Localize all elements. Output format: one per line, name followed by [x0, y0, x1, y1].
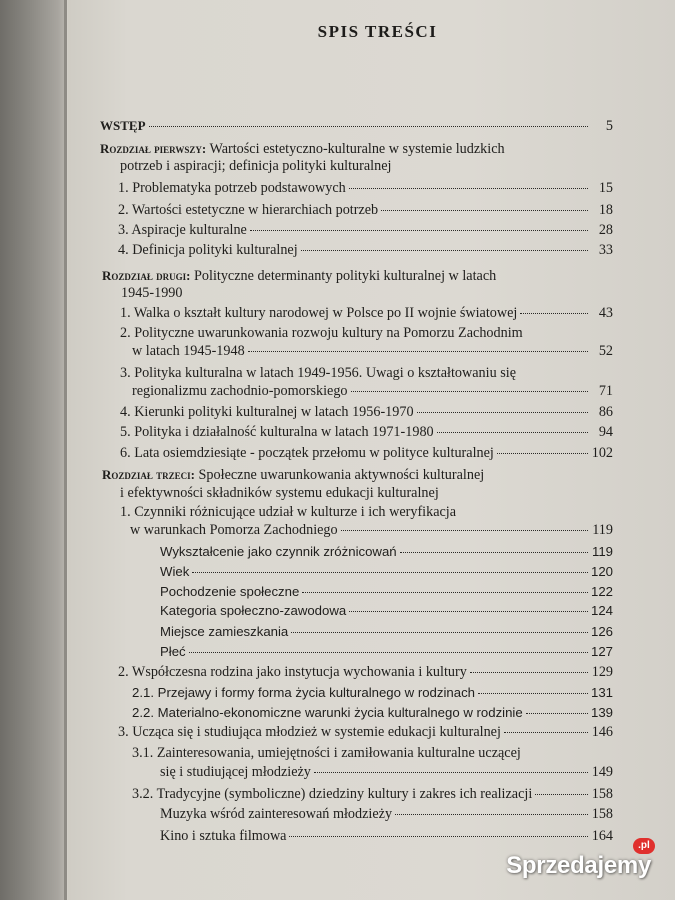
- chapter-2-label: Rozdział drugi:: [102, 268, 191, 283]
- toc-page: 18: [598, 202, 613, 218]
- leader-dots: [478, 693, 588, 694]
- toc-entry: [118, 664, 613, 680]
- toc-label-line2: w latach 1945-1948: [132, 343, 245, 359]
- leader-dots: [497, 453, 588, 454]
- leader-dots: [302, 592, 588, 593]
- chapter-2-title-line1: Polityczne determinanty polityki kulturalnej w latach: [194, 268, 497, 284]
- toc-entry: [118, 202, 613, 218]
- toc-label: Miejsce zamieszkania: [160, 624, 289, 639]
- chapter-2-heading: [102, 268, 496, 284]
- chapter-1-label: Rozdział pierwszy:: [100, 141, 207, 156]
- leader-dots: [470, 672, 588, 673]
- toc-subentry: [160, 584, 613, 600]
- leader-dots: [149, 126, 588, 127]
- toc-label: Wiek: [160, 564, 190, 579]
- toc-label: 2. Wartości estetyczne w hierarchiach potrzeb: [118, 202, 379, 218]
- toc-page: 119: [592, 522, 613, 538]
- toc-page: 131: [590, 685, 613, 700]
- toc-subentry: [160, 603, 613, 619]
- toc-page: 164: [591, 828, 613, 844]
- toc-entry: [130, 522, 613, 538]
- toc-entry: [132, 343, 613, 359]
- toc-entry: [132, 705, 613, 721]
- toc-label-line1: 1. Czynniki różnicujące udział w kulturze i ich weryfikacja: [120, 504, 457, 520]
- binding-edge: [64, 0, 67, 900]
- watermark-logo: Sprzedajemy: [506, 852, 651, 879]
- toc-label: Wykształcenie jako czynnik zróżnicowań: [160, 544, 397, 559]
- toc-entry: [160, 764, 613, 780]
- toc-page: 122: [590, 584, 613, 599]
- toc-label-line1: 3. Polityka kulturalna w latach 1949-1956. Uwagi o kształtowaniu się: [120, 365, 516, 381]
- chapter-3-label: Rozdział trzeci:: [102, 467, 195, 482]
- toc-label: Kino i sztuka filmowa: [160, 828, 287, 844]
- leader-dots: [192, 572, 588, 573]
- leader-dots: [504, 732, 588, 733]
- page-title: SPIS TREŚCI: [317, 22, 438, 41]
- leader-dots: [351, 391, 588, 392]
- toc-entry: [120, 404, 613, 420]
- leader-dots: [341, 530, 588, 531]
- toc-page: 149: [591, 764, 613, 780]
- toc-page: 15: [598, 180, 613, 196]
- chapter-1-heading: [100, 141, 505, 157]
- toc-label-line2: się i studiującej młodzieży: [160, 764, 311, 780]
- toc-page: 120: [590, 564, 613, 579]
- toc-page: 139: [590, 705, 613, 720]
- toc-entry: [132, 383, 613, 399]
- leader-dots: [291, 632, 588, 633]
- leader-dots: [301, 250, 588, 251]
- toc-page: 119: [591, 544, 613, 559]
- toc-page: 158: [591, 786, 613, 802]
- leader-dots: [349, 188, 588, 189]
- chapter-1-title-line1: Wartości estetyczno-kulturalne w systemie ludzkich: [209, 141, 505, 157]
- toc-entry: [132, 786, 613, 802]
- leader-dots: [250, 230, 588, 231]
- watermark-badge: .pl: [633, 838, 655, 854]
- toc-label: Kategoria społeczno-zawodowa: [160, 603, 347, 618]
- leader-dots: [189, 652, 588, 653]
- chapter-1-title-line2: potrzeb i aspiracji; definicja polityki kulturalnej: [120, 158, 392, 174]
- toc-label: 1. Problematyka potrzeb podstawowych: [118, 180, 346, 196]
- leader-dots: [248, 351, 588, 352]
- book-binding: [0, 0, 66, 900]
- toc-page: 28: [598, 222, 613, 238]
- chapter-3-heading: [102, 467, 484, 483]
- toc-label: 2.1. Przejawy i formy forma życia kulturalnego w rodzinach: [132, 685, 476, 700]
- leader-dots: [520, 313, 588, 314]
- toc-subentry: [160, 544, 613, 560]
- toc-page: 94: [598, 424, 613, 440]
- toc-label: 3. Ucząca się i studiująca młodzież w systemie edukacji kulturalnej: [118, 724, 501, 740]
- leader-dots: [437, 432, 588, 433]
- leader-dots: [289, 836, 588, 837]
- toc-page: 43: [598, 305, 613, 321]
- toc-page: 5: [605, 118, 613, 134]
- toc-label: Muzyka wśród zainteresowań młodzieży: [160, 806, 393, 822]
- toc-label: 3.2. Tradycyjne (symboliczne) dziedziny kultury i zakres ich realizacji: [132, 786, 533, 802]
- toc-entry: [132, 685, 613, 701]
- toc-label-line1: 2. Polityczne uwarunkowania rozwoju kultury na Pomorzu Zachodnim: [120, 325, 523, 341]
- toc-page: 158: [591, 806, 613, 822]
- toc-label: 4. Definicja polityki kulturalnej: [118, 242, 298, 258]
- chapter-3-title-line2: i efektywności składników systemu edukacji kulturalnej: [120, 485, 439, 501]
- toc-subentry: [160, 828, 613, 844]
- leader-dots: [535, 794, 588, 795]
- toc-page: 124: [590, 603, 613, 618]
- leader-dots: [526, 713, 588, 714]
- toc-subentry: [160, 806, 613, 822]
- toc-label: 5. Polityka i działalność kulturalna w latach 1971-1980: [120, 424, 434, 440]
- toc-subentry: [160, 644, 613, 660]
- toc-page: 86: [598, 404, 613, 420]
- toc-label-line2: w warunkach Pomorza Zachodniego: [130, 522, 338, 538]
- toc-entry: [120, 424, 613, 440]
- chapter-2-title-line2: 1945-1990: [121, 285, 183, 301]
- toc-label: 2. Współczesna rodzina jako instytucja wychowania i kultury: [118, 664, 467, 680]
- toc-entry: [118, 724, 613, 740]
- leader-dots: [314, 772, 588, 773]
- toc-page: 71: [598, 383, 613, 399]
- toc-page: 127: [590, 644, 613, 659]
- toc-label: Pochodzenie społeczne: [160, 584, 300, 599]
- toc-label: 2.2. Materialno-ekonomiczne warunki życia kulturalnego w rodzinie: [132, 705, 523, 720]
- toc-entry-wstep: [100, 118, 613, 134]
- toc-entry: [120, 445, 613, 461]
- toc-page: 126: [590, 624, 613, 639]
- toc-entry: [118, 222, 613, 238]
- toc-label-line2: regionalizmu zachodnio-pomorskiego: [132, 383, 348, 399]
- toc-entry: [118, 242, 613, 258]
- leader-dots: [395, 814, 588, 815]
- toc-label: 4. Kierunki polityki kulturalnej w latach 1956-1970: [120, 404, 414, 420]
- chapter-3-title-line1: Społeczne uwarunkowania aktywności kulturalnej: [198, 467, 485, 483]
- toc-page: 52: [598, 343, 613, 359]
- toc-label-line1: 3.1. Zainteresowania, umiejętności i zamiłowania kulturalne uczącej: [132, 745, 521, 761]
- leader-dots: [400, 552, 588, 553]
- toc-label: WSTĘP: [100, 118, 146, 133]
- leader-dots: [417, 412, 588, 413]
- toc-page: 129: [591, 664, 613, 680]
- toc-label: 6. Lata osiemdziesiąte - początek przełomu w polityce kulturalnej: [120, 445, 494, 461]
- toc-label: Płeć: [160, 644, 186, 659]
- toc-entry: [118, 180, 613, 196]
- leader-dots: [349, 611, 588, 612]
- toc-subentry: [160, 564, 613, 580]
- toc-label: 3. Aspiracje kulturalne: [118, 222, 247, 238]
- toc-page: 146: [591, 724, 613, 740]
- toc-page: 33: [598, 242, 613, 258]
- leader-dots: [381, 210, 588, 211]
- toc-subentry: [160, 624, 613, 640]
- toc-entry: [120, 305, 613, 321]
- toc-label: 1. Walka o kształt kultury narodowej w Polsce po II wojnie światowej: [120, 305, 518, 321]
- toc-page: 102: [591, 445, 613, 461]
